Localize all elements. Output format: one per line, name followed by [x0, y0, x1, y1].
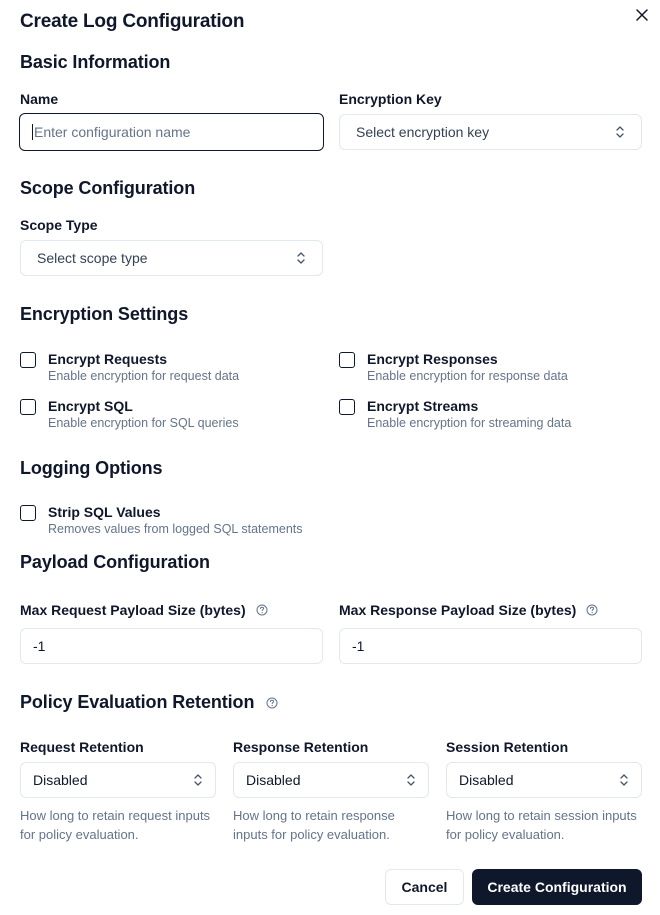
encryption-settings-heading: Encryption Settings	[20, 304, 189, 324]
request-retention-value: Disabled	[33, 772, 88, 788]
strip-sql-values-label: Strip SQL Values	[48, 504, 161, 520]
strip-sql-values-description: Removes values from logged SQL statements	[48, 522, 303, 536]
encryption-key-select[interactable]	[339, 114, 642, 150]
max-response-label-row	[339, 602, 598, 618]
retention-heading-row	[20, 692, 278, 713]
response-retention-select[interactable]	[233, 762, 429, 798]
close-icon	[636, 9, 648, 21]
encrypt-responses-description: Enable encryption for response data	[367, 369, 568, 383]
max-response-payload-label: Max Response Payload Size (bytes)	[339, 602, 577, 618]
encrypt-streams-description: Enable encryption for streaming data	[367, 416, 572, 430]
encrypt-sql-label: Encrypt SQL	[48, 398, 133, 414]
max-response-payload-value: -1	[352, 638, 365, 654]
encrypt-requests-description: Enable encryption for request data	[48, 369, 240, 383]
scope-configuration-heading: Scope Configuration	[20, 178, 196, 198]
encrypt-requests-label: Encrypt Requests	[48, 351, 168, 367]
chevron-up-down-icon	[296, 251, 306, 265]
name-label: Name	[20, 91, 59, 107]
response-retention-hint: How long to retain response inputs for policy evaluation.	[233, 808, 395, 842]
strip-sql-values-checkbox[interactable]	[20, 505, 36, 521]
basic-information-heading: Basic Information	[20, 52, 171, 72]
max-request-label-row	[20, 602, 268, 618]
request-retention-hint: How long to retain request inputs for policy evaluation.	[20, 808, 211, 842]
encrypt-sql-description: Enable encryption for SQL queries	[48, 416, 239, 430]
help-circle-icon[interactable]	[256, 604, 268, 616]
session-retention-label: Session Retention	[446, 739, 569, 755]
policy-evaluation-retention-heading: Policy Evaluation Retention	[20, 692, 255, 712]
help-circle-icon[interactable]	[266, 697, 278, 709]
help-circle-icon[interactable]	[586, 604, 598, 616]
encrypt-responses-checkbox[interactable]	[339, 352, 355, 368]
chevron-up-down-icon	[615, 125, 625, 139]
dialog-title: Create Log Configuration	[20, 11, 245, 32]
response-retention-label: Response Retention	[233, 739, 369, 755]
payload-configuration-heading: Payload Configuration	[20, 552, 210, 572]
scope-type-placeholder: Select scope type	[37, 250, 148, 266]
session-retention-hint: How long to retain session inputs for policy evaluation.	[446, 808, 637, 842]
name-field[interactable]	[19, 113, 324, 151]
logging-options-heading: Logging Options	[20, 458, 163, 478]
scope-type-label: Scope Type	[20, 217, 98, 233]
create-configuration-button[interactable]: Create Configuration	[472, 869, 642, 905]
close-button[interactable]	[632, 5, 652, 25]
encrypt-streams-checkbox[interactable]	[339, 399, 355, 415]
text-cursor	[32, 124, 33, 140]
chevron-up-down-icon	[193, 773, 203, 787]
chevron-up-down-icon	[619, 773, 629, 787]
session-retention-value: Disabled	[459, 772, 514, 788]
request-retention-select[interactable]	[20, 762, 216, 798]
max-request-payload-input[interactable]	[20, 628, 323, 664]
name-placeholder: Enter configuration name	[34, 124, 191, 140]
chevron-up-down-icon	[406, 773, 416, 787]
max-request-payload-label: Max Request Payload Size (bytes)	[20, 602, 246, 618]
encryption-key-label: Encryption Key	[339, 91, 442, 107]
encryption-key-placeholder: Select encryption key	[356, 124, 490, 140]
response-retention-value: Disabled	[246, 772, 301, 788]
max-request-payload-value: -1	[33, 638, 46, 654]
encrypt-requests-checkbox[interactable]	[20, 352, 36, 368]
cancel-button[interactable]: Cancel	[385, 869, 464, 905]
request-retention-label: Request Retention	[20, 739, 144, 755]
max-response-payload-input[interactable]	[339, 628, 642, 664]
session-retention-select[interactable]	[446, 762, 642, 798]
encrypt-responses-label: Encrypt Responses	[367, 351, 498, 367]
encrypt-streams-label: Encrypt Streams	[367, 398, 479, 414]
encrypt-sql-checkbox[interactable]	[20, 399, 36, 415]
scope-type-select[interactable]	[20, 240, 323, 276]
